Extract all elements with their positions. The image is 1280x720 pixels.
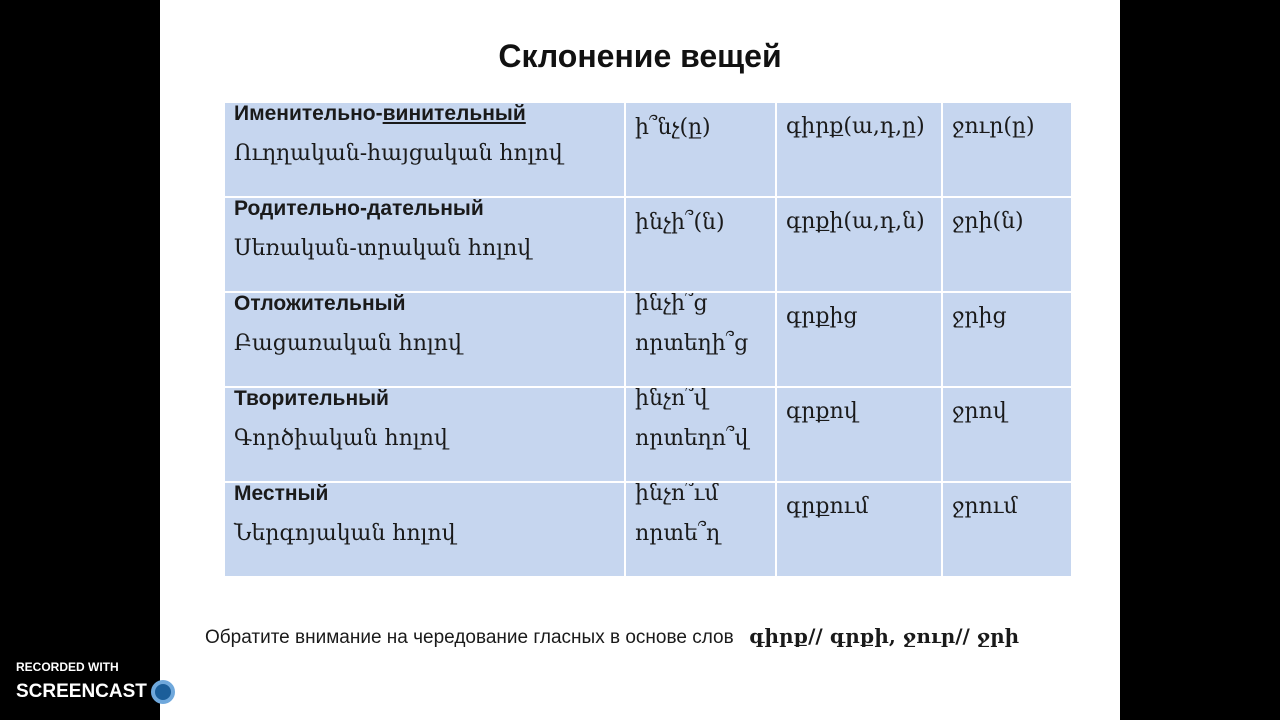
case-name-ru: Отложительный — [234, 292, 406, 315]
question: ինչի՞ց — [635, 292, 708, 316]
case-name-hy: Բացառական հոլով — [234, 331, 462, 356]
question-cell — [625, 197, 776, 292]
word-cell — [942, 387, 1071, 482]
question-cell — [625, 292, 776, 387]
table-row — [225, 387, 1071, 482]
question: ինչո՞ւմ — [635, 482, 719, 506]
case-cell — [225, 387, 625, 482]
table-row — [225, 482, 1071, 577]
footnote — [205, 624, 1019, 649]
case-name-hy: Ուղղական-հայցական հոլով — [234, 141, 563, 166]
watermark-brand: SCREENCAST — [16, 681, 147, 702]
case-cell — [225, 197, 625, 292]
case-cell — [225, 292, 625, 387]
question-cell — [625, 387, 776, 482]
question: որտեղի՞ց — [635, 331, 749, 356]
watermark-brand-suffix: MATIC — [178, 681, 238, 702]
watermark-line2 — [16, 680, 238, 704]
case-name-ru: Местный — [234, 482, 329, 505]
question: ինչո՞վ — [635, 387, 708, 411]
word-cell — [942, 482, 1071, 577]
case-name-hy: Ներգոյական հոլով — [234, 521, 456, 546]
case-name-ru: Творительный — [234, 387, 389, 410]
watermark-line1: RECORDED WITH — [16, 660, 119, 674]
question: որտեղո՞վ — [635, 426, 749, 451]
question-cell — [625, 482, 776, 577]
question: որտե՞ղ — [635, 521, 721, 546]
footnote-text: Обратите внимание на чередование гласных в основе слов — [205, 627, 734, 648]
word-cell — [942, 103, 1071, 197]
word-cell — [776, 103, 942, 197]
question: ինչի՞(ն) — [635, 210, 725, 235]
word-form: ջրով — [952, 399, 1007, 424]
word-cell — [776, 197, 942, 292]
screencast-watermark — [16, 660, 238, 704]
word-form: գրքի(ա,դ,ն) — [786, 209, 925, 234]
table-row — [225, 103, 1071, 197]
question-cell — [625, 103, 776, 197]
word-form: գիրք(ա,դ,ը) — [786, 114, 925, 139]
declension-table — [225, 103, 1071, 578]
footnote-examples: գիրք// գրքի, ջուր// ջրի — [748, 624, 1020, 648]
word-form: գրքով — [786, 399, 858, 424]
word-cell — [942, 197, 1071, 292]
case-name-hy: Գործիական հոլով — [234, 426, 448, 451]
word-cell — [776, 482, 942, 577]
word-cell — [942, 292, 1071, 387]
case-name-ru: Именительно-винительный — [234, 103, 526, 125]
case-name-hy: Սեռական-տրական հոլով — [234, 236, 532, 261]
word-cell — [776, 292, 942, 387]
word-form: ջուր(ը) — [952, 114, 1035, 139]
table-row — [225, 197, 1071, 292]
word-form: ջրում — [952, 494, 1018, 519]
case-cell — [225, 103, 625, 197]
case-name-ru: Родительно-дательный — [234, 197, 484, 220]
screencast-logo-icon — [151, 680, 175, 704]
slide-title: Склонение вещей — [498, 38, 782, 74]
word-cell — [776, 387, 942, 482]
word-form: գրքից — [786, 304, 858, 329]
slide — [160, 0, 1120, 720]
word-form: գրքում — [786, 494, 869, 519]
word-form: ջրից — [952, 304, 1007, 329]
case-cell — [225, 482, 625, 577]
word-form: ջրի(ն) — [952, 209, 1024, 234]
question: ի՞նչ(ը) — [635, 115, 711, 140]
table-row — [225, 292, 1071, 387]
